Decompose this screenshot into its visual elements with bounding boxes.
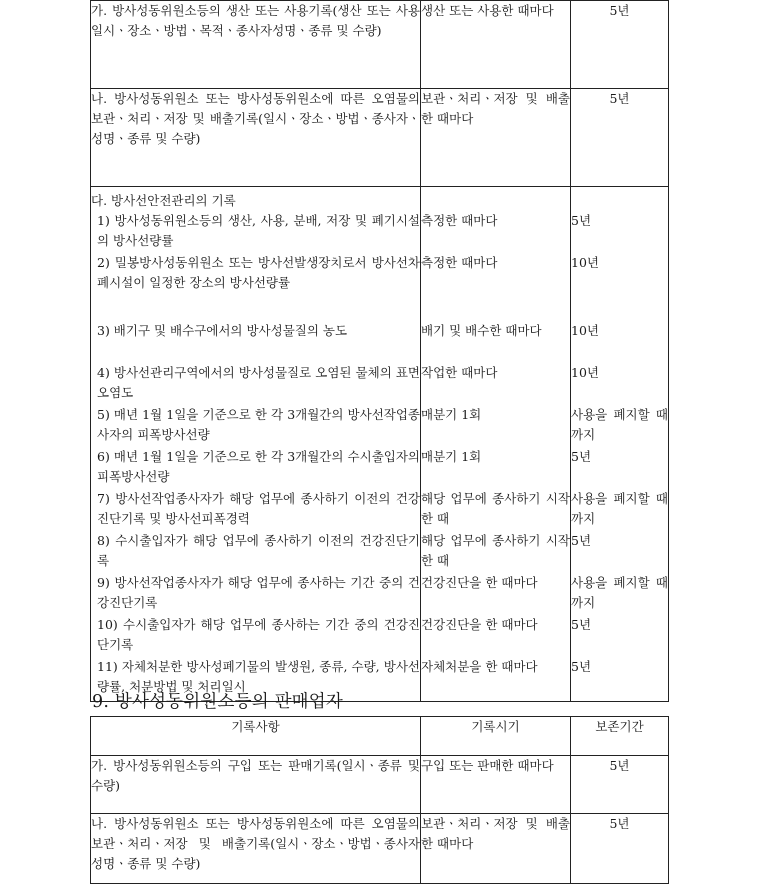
section-da-item-record: 2) 밀봉방사성동위원소 또는 방사선발생장치로서 방사선차폐시설이 일정한 장소의 방사선량률 xyxy=(97,255,420,290)
seller-records-table xyxy=(90,716,669,884)
section-da-item-retention: 10년 xyxy=(571,323,599,338)
section-da-item-timing: 매분기 1회 xyxy=(421,407,482,422)
section-da-heading: 다. 방사선안전관리의 기록 xyxy=(91,193,236,208)
section-da-item-record: 11) 자체처분한 방사성폐기물의 발생원, 종류, 수량, 방사선량률, 처분방법 및 처리일시 xyxy=(97,659,420,694)
retention-cell: 5년 xyxy=(571,89,669,187)
section-da-item-record: 3) 배기구 및 배수구에서의 방사성물질의 농도 xyxy=(97,323,348,338)
section-da-records xyxy=(91,187,421,702)
section-da-item-retention: 5년 xyxy=(571,659,592,674)
timing-cell: 구입 또는 판매한 때마다 xyxy=(421,756,571,814)
table-header-row xyxy=(91,717,669,756)
section-da-item-record: 10) 수시출입자가 해당 업무에 종사하는 기간 중의 건강진단기록 xyxy=(97,617,420,652)
retention-cell: 5년 xyxy=(571,1,669,89)
header-record: 기록사항 xyxy=(91,717,421,756)
section-da-item-retention: 5년 xyxy=(571,533,592,548)
section-da-item-retention: 사용을 폐지할 때까지 xyxy=(571,575,668,610)
record-cell: 가. 방사성동위원소등의 구입 또는 판매기록(일시ㆍ종류 및 수량) xyxy=(91,756,421,814)
header-retention: 보존기간 xyxy=(571,717,669,756)
record-cell: 나. 방사성동위원소 또는 방사성동위원소에 따른 오염물의 보관ㆍ처리ㆍ저장 및 배출기록(일시ㆍ장소ㆍ방법ㆍ종사자ㆍ성명ㆍ종류 및 수량) xyxy=(91,89,421,187)
section-da-item-record: 9) 방사선작업종사자가 해당 업무에 종사하는 기간 중의 건강진단기록 xyxy=(97,575,420,610)
table-row xyxy=(91,89,669,187)
section-da-item-timing: 배기 및 배수한 때마다 xyxy=(421,323,542,338)
section-da-item-record: 1) 방사성동위원소등의 생산, 사용, 분배, 저장 및 폐기시설의 방사선량률 xyxy=(97,213,420,248)
section-da-item-timing: 해당 업무에 종사하기 시작한 때 xyxy=(421,491,570,526)
section-da-item-timing: 해당 업무에 종사하기 시작한 때 xyxy=(421,533,570,568)
section-da-item-timing: 자체처분을 한 때마다 xyxy=(421,659,538,674)
section-da-item-timing: 건강진단을 한 때마다 xyxy=(421,617,538,632)
retention-cell: 5년 xyxy=(571,756,669,814)
section-da-timings xyxy=(421,187,571,702)
section-da-item-retention: 사용을 폐지할 때까지 xyxy=(571,491,668,526)
section-da-item-record: 5) 매년 1월 1일을 기준으로 한 각 3개월간의 방사선작업종사자의 피폭방사선량 xyxy=(97,407,420,442)
section-da-item-timing: 측정한 때마다 xyxy=(421,213,498,228)
table-row xyxy=(91,1,669,89)
record-cell: 나. 방사성동위원소 또는 방사성동위원소에 따른 오염물의 보관ㆍ처리ㆍ저장 및 배출기록(일시ㆍ장소ㆍ방법ㆍ종사자 성명ㆍ종류 및 수량) xyxy=(91,814,421,884)
section-da-item-timing: 매분기 1회 xyxy=(421,449,482,464)
section-da-item-timing: 건강진단을 한 때마다 xyxy=(421,575,538,590)
section-da-item-timing: 측정한 때마다 xyxy=(421,255,498,270)
section-da-row xyxy=(91,187,669,702)
table-row xyxy=(91,756,669,814)
section-da-item-retention: 사용을 폐지할 때까지 xyxy=(571,407,668,442)
section-da-item-retention: 5년 xyxy=(571,449,592,464)
header-timing: 기록시기 xyxy=(421,717,571,756)
section-da-item-record: 6) 매년 1월 1일을 기준으로 한 각 3개월간의 수시출입자의 피폭방사선량 xyxy=(97,449,420,484)
section-da-item-retention: 10년 xyxy=(571,365,599,380)
section-da-item-retention: 5년 xyxy=(571,617,592,632)
section-da-item-record: 7) 방사선작업종사자가 해당 업무에 종사하기 이전의 건강진단기록 및 방사선피폭경력 xyxy=(97,491,420,526)
retention-cell: 5년 xyxy=(571,814,669,884)
timing-cell: 생산 또는 사용한 때마다 xyxy=(421,1,571,89)
table-row xyxy=(91,814,669,884)
timing-cell: 보관ㆍ처리ㆍ저장 및 배출한 때마다 xyxy=(421,814,571,884)
section-da-item-record: 4) 방사선관리구역에서의 방사성물질로 오염된 물체의 표면오염도 xyxy=(97,365,420,400)
timing-cell: 보관ㆍ처리ㆍ저장 및 배출한 때마다 xyxy=(421,89,571,187)
record-cell: 가. 방사성동위원소등의 생산 또는 사용기록(생산 또는 사용일시ㆍ장소ㆍ방법ㆍ목적ㆍ종사자성명ㆍ종류 및 수량) xyxy=(91,1,421,89)
section-9-title: 9. 방사성동위원소등의 판매업자 xyxy=(92,692,343,712)
section-da-item-record: 8) 수시출입자가 해당 업무에 종사하기 이전의 건강진단기록 xyxy=(97,533,420,568)
section-da-item-timing: 작업한 때마다 xyxy=(421,365,498,380)
section-da-item-retention: 5년 xyxy=(571,213,592,228)
section-da-retentions xyxy=(571,187,669,702)
records-table-continued xyxy=(90,0,669,702)
section-da-item-retention: 10년 xyxy=(571,255,599,270)
